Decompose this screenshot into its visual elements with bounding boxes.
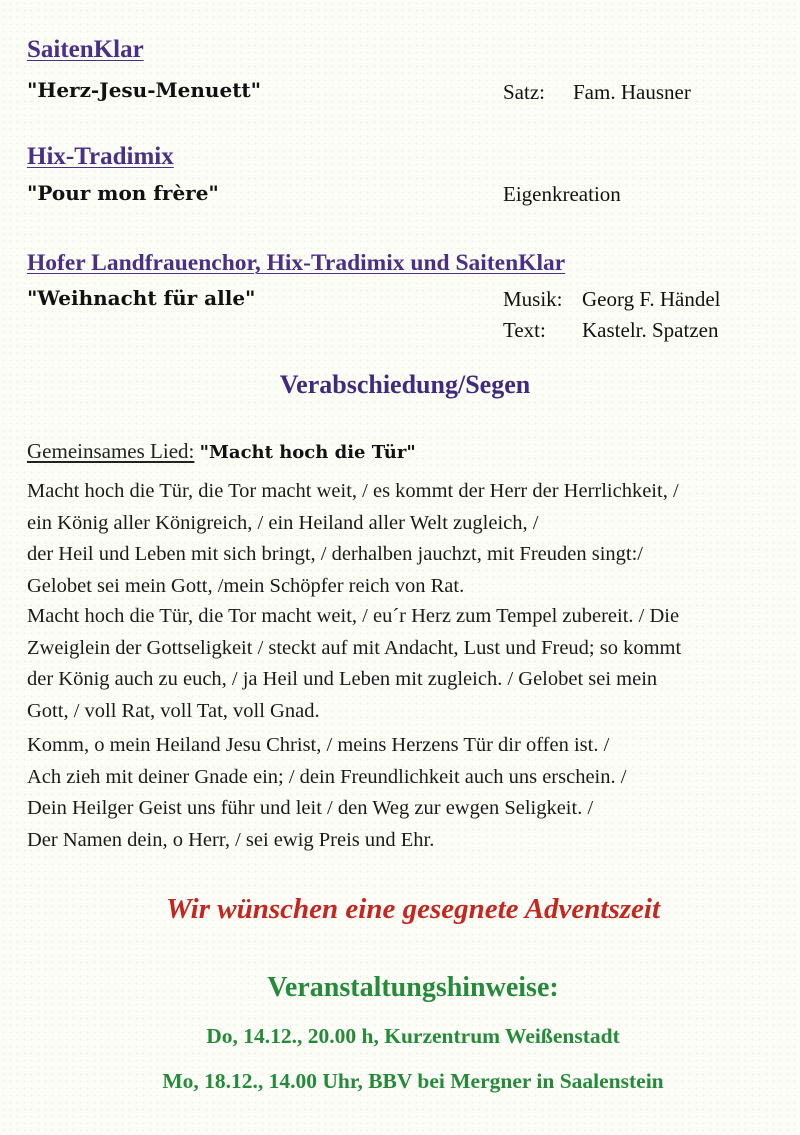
lied-title: "Macht hoch die Tür" — [199, 442, 416, 463]
credit-value: Kastelr. Spatzen — [582, 318, 719, 342]
event-item: Mo, 18.12., 14.00 Uhr, BBV bei Mergner in Saalenstein — [162, 1069, 664, 1093]
lied-label: Gemeinsames Lied: — [27, 439, 195, 463]
verse-3 — [27, 730, 787, 856]
event-item: Do, 14.12., 20.00 h, Kurzentrum Weißenstadt — [206, 1024, 620, 1048]
song-title: "Herz-Jesu-Menuett" — [27, 78, 262, 102]
verse-line: Komm, o mein Heiland Jesu Christ, / meins Herzens Tür dir offen ist. / — [27, 734, 610, 756]
credit-value: Georg F. Händel — [582, 287, 721, 311]
verse-line: ein König aller Königreich, / ein Heiland aller Welt zugleich, / — [27, 511, 539, 534]
verse-line: Macht hoch die Tür, die Tor macht weit, / eu´r Herz zum Tempel zubereit. / Die — [27, 605, 680, 627]
verse-line: Ach zieh mit deiner Gnade ein; / dein Freundlichkeit auch uns erschein. / — [27, 765, 627, 788]
verse-line: Dein Heilger Geist uns führ und leit / den Weg zur ewgen Seligkeit. / — [27, 797, 594, 820]
verse-line: der König auch zu euch, / ja Heil und Leben mit zugleich. / Gelobet sei mein — [27, 668, 658, 691]
group-name-hix-tradimix: Hix-Tradimix — [27, 143, 174, 170]
credit-value: Fam. Hausner — [573, 80, 691, 104]
song-title: "Pour mon frère" — [27, 181, 219, 205]
verse-line: Gott, / voll Rat, voll Tat, voll Gnad. — [27, 699, 320, 722]
group-name-saitenklar: SaitenKlar — [27, 36, 144, 63]
verse-line: Gelobet sei mein Gott, /mein Schöpfer reich von Rat. — [27, 574, 465, 597]
credit-value: Eigenkreation — [503, 182, 621, 206]
credit-label: Satz: — [503, 80, 545, 104]
song-title: "Weihnacht für alle" — [27, 286, 256, 310]
group-name-combined: Hofer Landfrauenchor, Hix-Tradimix und SaitenKlar — [27, 250, 566, 276]
lied-line — [27, 439, 416, 464]
events-heading: Veranstaltungshinweise: — [267, 972, 559, 1003]
verse-line: Macht hoch die Tür, die Tor macht weit, / es kommt der Herr der Herrlichkeit, / — [27, 480, 679, 502]
section-heading: Verabschiedung/Segen — [279, 370, 531, 399]
verse-line: Der Namen dein, o Herr, / sei ewig Preis und Ehr. — [27, 828, 435, 851]
credit-label: Text: — [503, 318, 546, 342]
advent-wish: Wir wünschen eine gesegnete Adventszeit — [165, 893, 661, 925]
verse-1 — [27, 476, 787, 602]
verse-line: Zweiglein der Gottseligkeit / steckt auf mit Andacht, Lust und Freud; so kommt — [27, 636, 682, 659]
verse-2 — [27, 601, 787, 727]
credit-label: Musik: — [503, 287, 563, 311]
verse-line: der Heil und Leben mit sich bringt, / derhalben jauchzt, mit Freuden singt:/ — [27, 543, 643, 566]
